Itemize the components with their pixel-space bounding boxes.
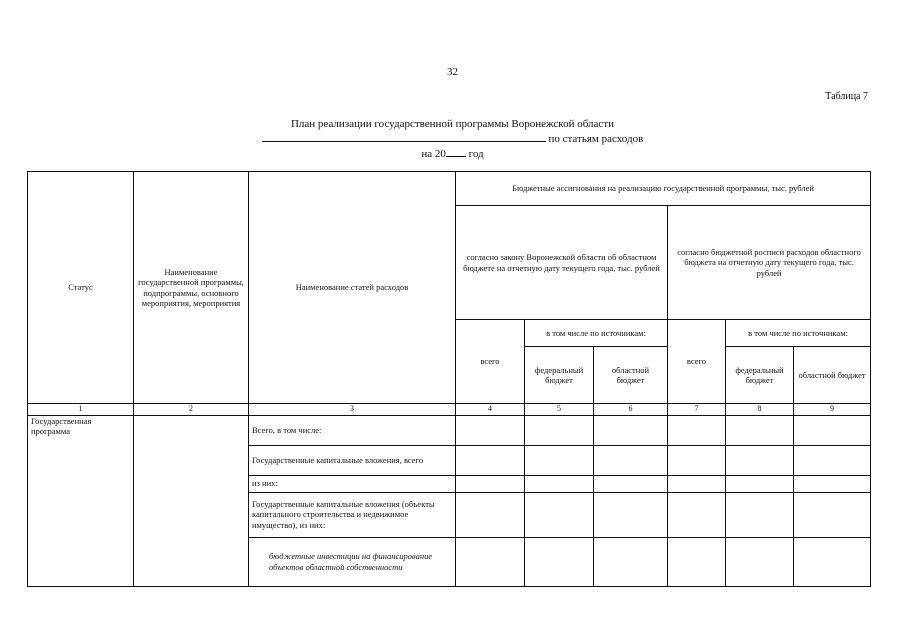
expense-item-cell: Всего, в том числе: (249, 415, 456, 445)
value-cell (525, 445, 594, 475)
value-cell (594, 492, 668, 537)
value-cell (456, 475, 525, 492)
value-cell (726, 537, 794, 586)
value-cell (726, 415, 794, 445)
value-cell (726, 475, 794, 492)
value-cell (456, 537, 525, 586)
value-cell (594, 537, 668, 586)
blank-year (446, 146, 466, 157)
program-name-cell (134, 415, 249, 586)
title-year-prefix: на 20 (421, 148, 446, 160)
title-line-1: План реализации государственной программы Воронежской области (290, 118, 615, 130)
header-status: Статус (28, 172, 134, 404)
table-row (28, 415, 871, 445)
value-cell (794, 492, 871, 537)
value-cell (525, 415, 594, 445)
column-number: 8 (726, 404, 794, 416)
value-cell (794, 537, 871, 586)
header-federal-schedule: федеральный бюджет (726, 347, 794, 404)
value-cell (456, 415, 525, 445)
header-federal-law: федеральный бюджет (525, 347, 594, 404)
value-cell (668, 475, 726, 492)
value-cell (594, 475, 668, 492)
expense-item-cell: Государственные капитальные вложения, всего (249, 445, 456, 475)
table-label: Таблица 7 (825, 91, 868, 102)
title-line-3 (0, 146, 905, 161)
header-regional-schedule: областной бюджет (794, 347, 871, 404)
title-line-2 (0, 131, 905, 146)
title-year-suffix: год (468, 148, 484, 160)
title-line-2-suffix: по статьям расходов (548, 133, 644, 145)
column-number: 5 (525, 404, 594, 416)
value-cell (726, 492, 794, 537)
header-program-name: Наименование государственной программы, подпрограммы, основного мероприятия, мероприятия (134, 172, 249, 404)
column-number-row (28, 404, 871, 416)
header-sources-schedule: в том числе по источникам: (726, 320, 871, 347)
value-cell (794, 415, 871, 445)
value-cell (456, 492, 525, 537)
header-expense-items: Наименование статей расходов (249, 172, 456, 404)
value-cell (456, 445, 525, 475)
value-cell (794, 475, 871, 492)
header-total-schedule: всего (668, 320, 726, 404)
header-total-law: всего (456, 320, 525, 404)
column-number: 1 (28, 404, 134, 416)
column-number: 9 (794, 404, 871, 416)
value-cell (525, 492, 594, 537)
value-cell (668, 445, 726, 475)
value-cell (525, 475, 594, 492)
expense-item-cell: из них: (249, 475, 456, 492)
page-number: 32 (447, 66, 458, 78)
column-number: 4 (456, 404, 525, 416)
status-cell: Государственная программа (28, 415, 134, 586)
value-cell (668, 415, 726, 445)
expense-item-cell: Государственные капитальные вложения (объекты капитального строительства и недвижимое имущество), из них: (249, 492, 456, 537)
document-title (0, 117, 905, 161)
value-cell (726, 445, 794, 475)
value-cell (525, 537, 594, 586)
blank-program-name (262, 131, 546, 142)
column-number: 6 (594, 404, 668, 416)
value-cell (594, 415, 668, 445)
header-sources-law: в том числе по источникам: (525, 320, 668, 347)
header-budget-allocations: Бюджетные ассигнования на реализацию государственной программы, тыс. рублей (456, 172, 871, 206)
value-cell (668, 537, 726, 586)
plan-table (27, 171, 871, 587)
value-cell (594, 445, 668, 475)
header-row-1 (28, 172, 871, 206)
value-cell (668, 492, 726, 537)
column-number: 7 (668, 404, 726, 416)
value-cell (794, 445, 871, 475)
column-number: 3 (249, 404, 456, 416)
header-by-law: согласно закону Воронежской области об областном бюджете на отчетную дату текущего года, тыс. рублей (456, 206, 668, 320)
header-by-schedule: согласно бюджетной росписи расходов областного бюджета на отчетную дату текущего года, тыс. рублей (668, 206, 871, 320)
column-number: 2 (134, 404, 249, 416)
expense-item-cell: бюджетные инвестиции на финансирование объектов областной собственности (249, 537, 456, 586)
header-regional-law: областной бюджет (594, 347, 668, 404)
